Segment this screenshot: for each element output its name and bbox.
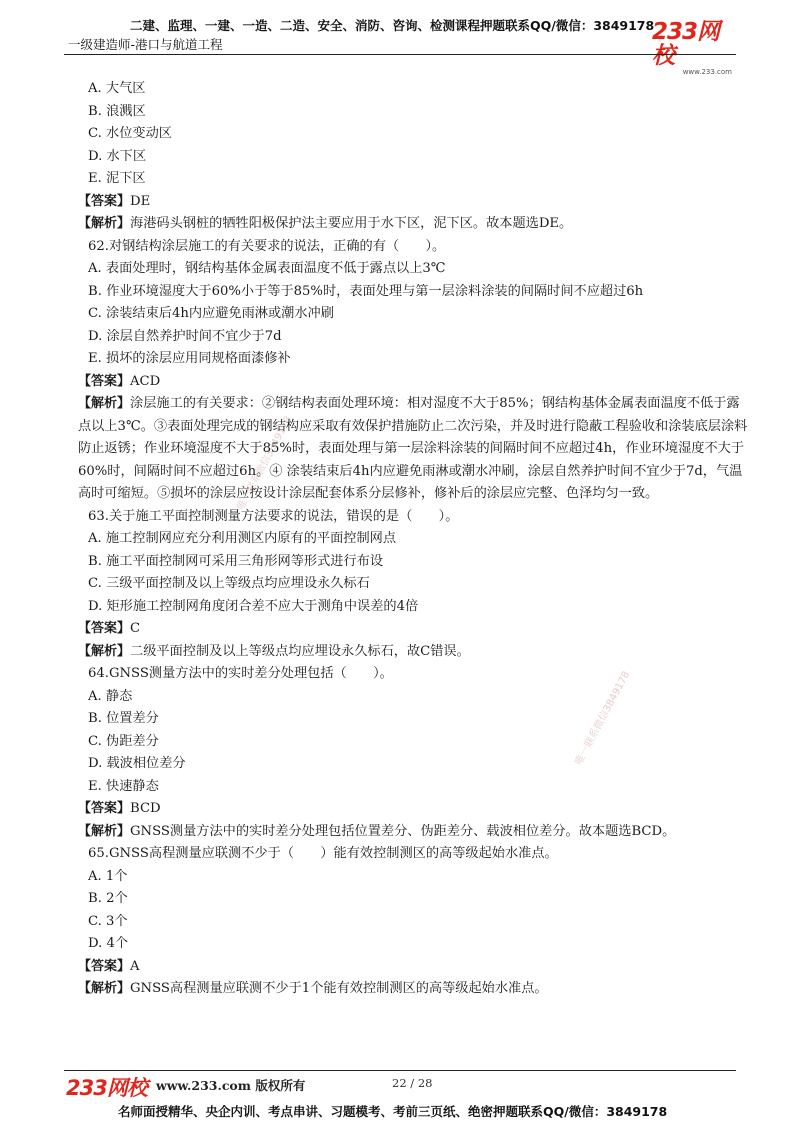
analysis-line: [78, 641, 748, 664]
option-line: B. 2个: [88, 891, 128, 906]
answer-line: [78, 798, 748, 821]
option-line: E. 损坏的涂层应用同规格面漆修补: [88, 351, 291, 366]
option-line: A. 施工控制网应充分利用测区内原有的平面控制网点: [88, 531, 397, 546]
option-line: D. 载波相位差分: [88, 756, 186, 771]
answer-tag: 【答案】: [78, 193, 131, 209]
answer-tag: 【答案】: [78, 958, 131, 974]
question-62: 62.对钢结构涂层施工的有关要求的说法，正确的有（ ）。: [88, 238, 446, 254]
analysis-text: GNSS高程测量应联测不少于1个能有效控制测区的高等级起始水准点。: [130, 981, 548, 996]
answer-tag: 【答案】: [78, 373, 131, 389]
answer-line: [78, 191, 748, 214]
question-65: 65.GNSS高程测量应联测不少于（ ）能有效控制测区的高等级起始水准点。: [88, 846, 558, 861]
answer-tag: 【答案】: [78, 621, 131, 636]
analysis-text: 二级平面控制及以上等级点均应埋设永久标石，故C错误。: [130, 643, 470, 659]
answer-tag: 【答案】: [78, 801, 131, 816]
option-line: C. 涂装结束后4h内应避免雨淋或潮水冲刷: [88, 306, 334, 321]
header-contact-line: 二建、监理、一建、一造、二造、安全、消防、咨询、检测课程押题联系QQ/微信：3849178: [130, 18, 655, 33]
analysis-line: [78, 213, 748, 236]
option-line: B. 施工平面控制网可采用三角形网等形式进行布设: [88, 553, 384, 569]
analysis-text: GNSS测量方法中的实时差分处理包括位置差分、伪距差分、载波相位差分。故本题选BCD。: [130, 823, 676, 839]
analysis-tag: 【解析】: [78, 396, 131, 411]
footer-divider: [64, 1070, 736, 1071]
option-line: A. 静态: [88, 688, 133, 704]
option-line: B. 位置差分: [88, 711, 159, 726]
analysis-line: [78, 821, 748, 844]
question-63: 63.关于施工平面控制测量方法要求的说法，错误的是（ ）。: [88, 508, 459, 524]
option-line: A. 1个: [88, 868, 128, 884]
option-line: D. 4个: [88, 936, 129, 951]
answer-value: C: [130, 621, 141, 636]
answer-line: [78, 618, 748, 641]
option-line: E. 快速静态: [88, 778, 159, 794]
watermark: 唯一联系微信3849178: [573, 669, 633, 768]
analysis-tag: 【解析】: [78, 823, 131, 839]
header-divider: [64, 54, 736, 55]
header-subject-title: 一级建造师-港口与航道工程: [68, 37, 223, 52]
option-line: D. 水下区: [88, 148, 147, 164]
brand-logo[interactable]: [652, 19, 736, 76]
analysis-tag: 【解析】: [78, 981, 131, 996]
option-line: D. 矩形施工控制网角度闭合差不应大于测角中误差的4倍: [88, 598, 419, 614]
option-line: A. 大气区: [88, 81, 146, 96]
answer-line: [78, 371, 748, 394]
analysis-tag: 【解析】: [78, 643, 131, 659]
option-line: D. 涂层自然养护时间不宜少于7d: [88, 328, 282, 344]
analysis-text: 海港码头钢桩的牺牲阳极保护法主要应用于水下区，泥下区。故本题选DE。: [130, 216, 573, 231]
option-line: C. 3个: [88, 913, 128, 929]
analysis-text: 涂层施工的有关要求：②钢结构表面处理环境：相对湿度不大于85%；钢结构基体金属表面温度不低于露点以上3℃。③表面处理完成的钢结构应采取有效保护措施防止二次污染，并及时进行隐蔽工程验收和涂装底层涂料防止返锈；作业环境湿度不大于85%时，表面处理与第一层涂料涂装的间隔时间不应超过4h，作业环境湿度不大于60%时，间隔时间不应超过6h。④ 涂装结束后4h内应避免雨淋或潮水冲刷，涂层自然养护时间不宜少于7d，气温高时可缩短。⑤损坏的涂层应按设计涂层配套体系分层修补，修补后的涂层应完整、色泽均匀一致。: [78, 396, 748, 501]
analysis-tag: 【解析】: [78, 216, 131, 231]
option-line: C. 三级平面控制及以上等级点均应埋设永久标石: [88, 576, 370, 591]
footer-contact-line: 名师面授精华、央企内训、考点串讲、习题模考、考前三页纸、绝密押题联系QQ/微信：3849178: [118, 1104, 668, 1119]
option-line: B. 作业环境湿度大于60%小于等于85%时，表面处理与第一层涂料涂装的间隔时间不应超过6h: [88, 283, 644, 299]
document-body: [78, 78, 748, 1001]
option-line: A. 表面处理时，钢结构基体金属表面温度不低于露点以上3℃: [88, 261, 446, 276]
watermark: 唯一联系微信3849178: [235, 414, 295, 513]
footer-logo[interactable]: 233网校: [66, 1076, 147, 1100]
page-number: 22 / 28: [392, 1076, 433, 1090]
footer-copyright: www.233.com 版权所有: [156, 1078, 306, 1093]
analysis-line: [78, 978, 748, 1001]
answer-value: ACD: [130, 373, 161, 389]
analysis-paragraph: [78, 393, 748, 506]
question-64: 64.GNSS测量方法中的实时差分处理包括（ ）。: [88, 666, 393, 681]
answer-value: DE: [130, 193, 151, 209]
option-line: C. 伪距差分: [88, 733, 159, 749]
brand-logo-text: 233网校: [652, 19, 720, 69]
brand-logo-url: www.233.com: [682, 68, 732, 76]
option-line: E. 泥下区: [88, 171, 146, 186]
answer-value: BCD: [130, 801, 161, 816]
answer-value: A: [130, 958, 140, 974]
answer-line: [78, 956, 748, 979]
option-line: B. 浪溅区: [88, 103, 146, 119]
option-line: C. 水位变动区: [88, 126, 172, 141]
